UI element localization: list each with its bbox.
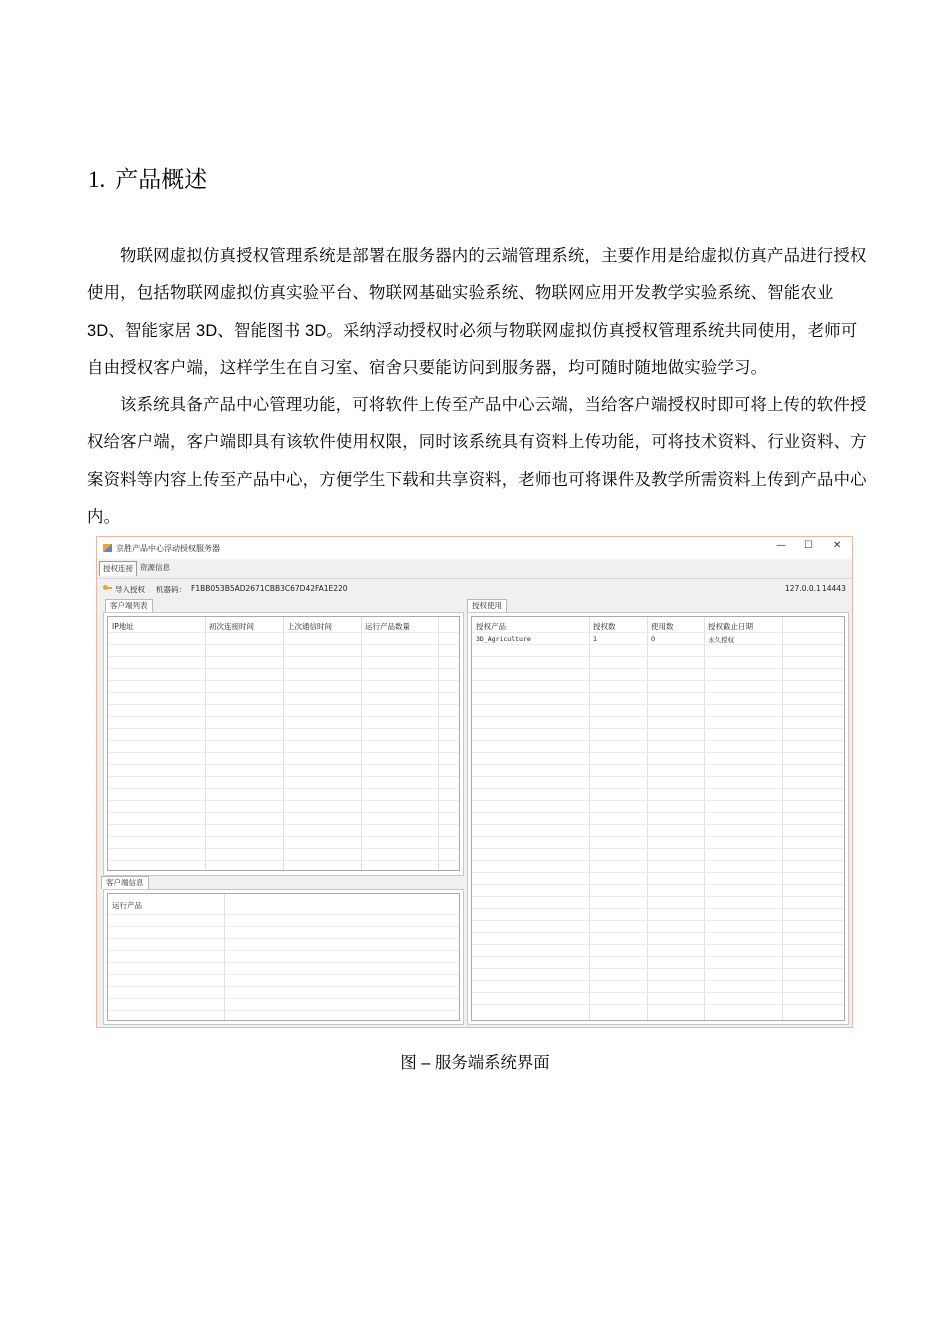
tab-resource-info[interactable]: 资源信息 xyxy=(140,563,170,572)
col-product-count[interactable]: 运行产品数量 xyxy=(365,622,410,631)
app-icon xyxy=(103,544,112,552)
section-title: 产品概述 xyxy=(115,166,208,192)
row-expiry: 永久授权 xyxy=(708,636,734,644)
server-port: 14443 xyxy=(822,584,846,593)
license-usage-panel xyxy=(467,612,849,1025)
import-license-button[interactable]: 导入授权 xyxy=(115,585,145,594)
tab-license-connection[interactable]: 授权连接 xyxy=(99,561,137,576)
client-info-panel xyxy=(103,889,464,1025)
col-first-connect[interactable]: 初次连接时间 xyxy=(209,622,254,631)
row-product: 3D_Agriculture xyxy=(476,635,531,643)
machine-code-value: F1BB053B5AD2671CBB3C67D42FA1E220 xyxy=(191,584,348,593)
col-ip[interactable]: IP地址 xyxy=(112,622,134,631)
feature-paragraph: 该系统具备产品中心管理功能，可将软件上传至产品中心云端，当给客户端授权时即可将上传的软件授权给客户端，客户端即具有该软件使用权限，同时该系统具有资料上传功能，可将技术资料、行业资料、方案资料等内容上传至产品中心，方便学生下载和共享资料，老师也可将课件及教学所需资料上传到产品中心内。 xyxy=(87,396,867,527)
minimize-icon[interactable]: — xyxy=(776,540,786,551)
window-title: 京胜产品中心浮动授权服务器 xyxy=(116,544,220,553)
client-info-grid[interactable] xyxy=(107,893,460,1021)
server-ip: 127.0.0.1 xyxy=(785,584,821,593)
row-count: 1 xyxy=(593,635,598,643)
app-screenshot xyxy=(96,536,853,1028)
intro-paragraph: 物联网虚拟仿真授权管理系统是部署在服务器内的云端管理系统，主要作用是给虚拟仿真产品进行授权使用，包括物联网虚拟仿真实验平台、物联网基础实验系统、物联网应用开发教学实验系统、智能农业 3D、智能家居 3D、智能图书 3D。采纳浮动授权时必须与物联网虚拟仿真授权管理系统共同使用，老师可自由授权客户端，这样学生在自习室、宿舍只要能访问到服务器，均可随时随地做实验学习。 xyxy=(87,247,867,378)
toolbar xyxy=(97,578,852,599)
close-icon[interactable]: ✕ xyxy=(833,540,842,551)
section-heading xyxy=(88,164,207,195)
row-used: 0 xyxy=(651,635,656,643)
col-running-product[interactable]: 运行产品 xyxy=(112,901,142,910)
client-info-tab[interactable]: 客户端信息 xyxy=(101,876,149,889)
machine-code-label: 机器码： xyxy=(156,585,186,594)
section-number: 1. xyxy=(88,167,106,192)
main-tabs xyxy=(97,559,852,578)
col-licensed-product[interactable]: 授权产品 xyxy=(476,622,506,631)
col-last-comm[interactable]: 上次通信时间 xyxy=(287,622,332,631)
license-usage-grid[interactable] xyxy=(471,616,845,1021)
window-titlebar xyxy=(97,537,852,559)
figure-caption: 图 – 服务端系统界面 xyxy=(400,1054,550,1072)
client-list-panel xyxy=(103,612,464,876)
col-license-count[interactable]: 授权数 xyxy=(593,622,616,631)
col-used-count[interactable]: 使用数 xyxy=(651,622,674,631)
maximize-icon[interactable]: ☐ xyxy=(804,540,813,551)
col-expiry-date[interactable]: 授权截止日期 xyxy=(708,622,753,631)
client-list-grid[interactable] xyxy=(107,616,460,871)
key-icon xyxy=(103,584,112,591)
client-list-tab[interactable]: 客户端列表 xyxy=(105,599,153,612)
license-usage-tab[interactable]: 授权使用 xyxy=(467,599,507,612)
